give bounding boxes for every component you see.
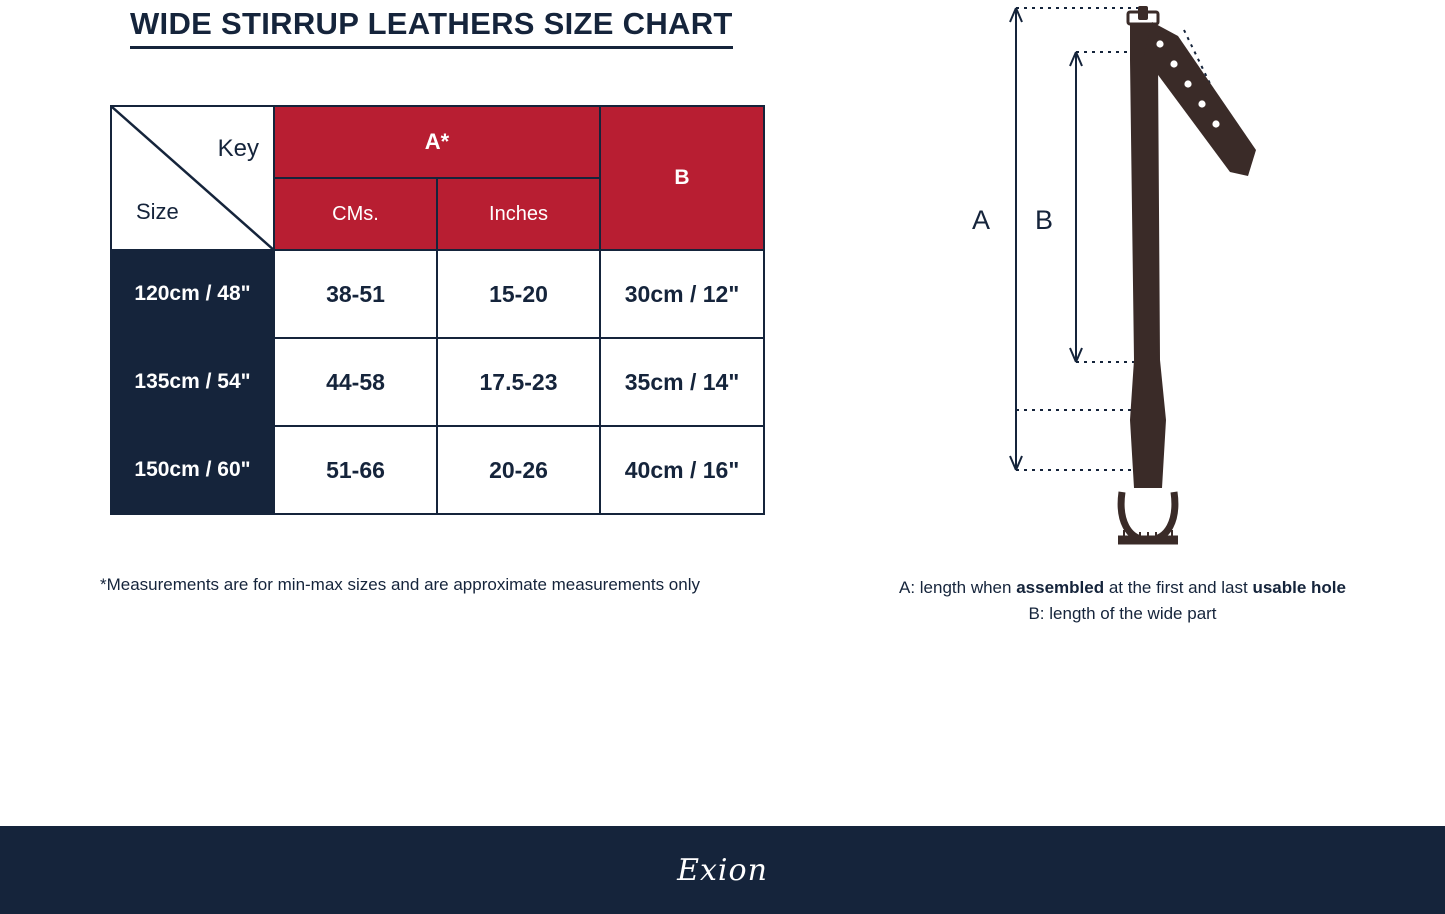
row-size: 120cm / 48" — [111, 250, 274, 338]
legend-a-bold-usable-hole: usable hole — [1252, 578, 1346, 597]
leather-strap-shape — [1130, 18, 1166, 488]
stirrup-leather-diagram — [800, 0, 1445, 570]
legend-line-b: B: length of the wide part — [1028, 604, 1217, 624]
row-inches: 20-26 — [437, 426, 600, 514]
footer-bar — [0, 826, 1445, 914]
diagram-legend — [800, 575, 1445, 628]
table-row — [111, 426, 764, 514]
dimension-label-a: A — [972, 205, 991, 235]
table-row — [111, 250, 764, 338]
row-b: 40cm / 16" — [600, 426, 764, 514]
row-inches: 15-20 — [437, 250, 600, 338]
left-column — [0, 0, 800, 820]
row-inches: 17.5-23 — [437, 338, 600, 426]
brand-logo: Exion — [677, 852, 768, 888]
legend-a-pre: A: length when — [899, 578, 1017, 597]
row-b: 35cm / 14" — [600, 338, 764, 426]
row-cm: 38-51 — [274, 250, 437, 338]
row-size: 135cm / 54" — [111, 338, 274, 426]
size-chart-table — [110, 105, 765, 515]
corner-size-label: Size — [136, 199, 179, 224]
corner-key-label: Key — [217, 135, 259, 162]
legend-a-bold-assembled: assembled — [1016, 578, 1105, 597]
row-cm: 51-66 — [274, 426, 437, 514]
table-header-row-1 — [111, 106, 764, 178]
measurements-footnote: *Measurements are for min-max sizes and are approximate measurements only — [100, 575, 700, 594]
header-a: A* — [274, 106, 600, 178]
diagonal-divider-icon — [112, 107, 273, 249]
page-title: WIDE STIRRUP LEATHERS SIZE CHART — [130, 6, 733, 49]
header-a-inches: Inches — [437, 178, 600, 250]
table-row — [111, 338, 764, 426]
row-cm: 44-58 — [274, 338, 437, 426]
stirrup-leather-illustration — [800, 0, 1445, 570]
legend-line-a — [800, 575, 1445, 601]
legend-a-mid: at the first and last — [1104, 578, 1253, 597]
right-column — [800, 0, 1445, 820]
dimension-label-b: B — [1035, 205, 1054, 235]
row-size: 150cm / 60" — [111, 426, 274, 514]
row-b: 30cm / 12" — [600, 250, 764, 338]
header-b: B — [600, 106, 764, 250]
header-a-cm: CMs. — [274, 178, 437, 250]
corner-key-size-cell — [111, 106, 274, 250]
